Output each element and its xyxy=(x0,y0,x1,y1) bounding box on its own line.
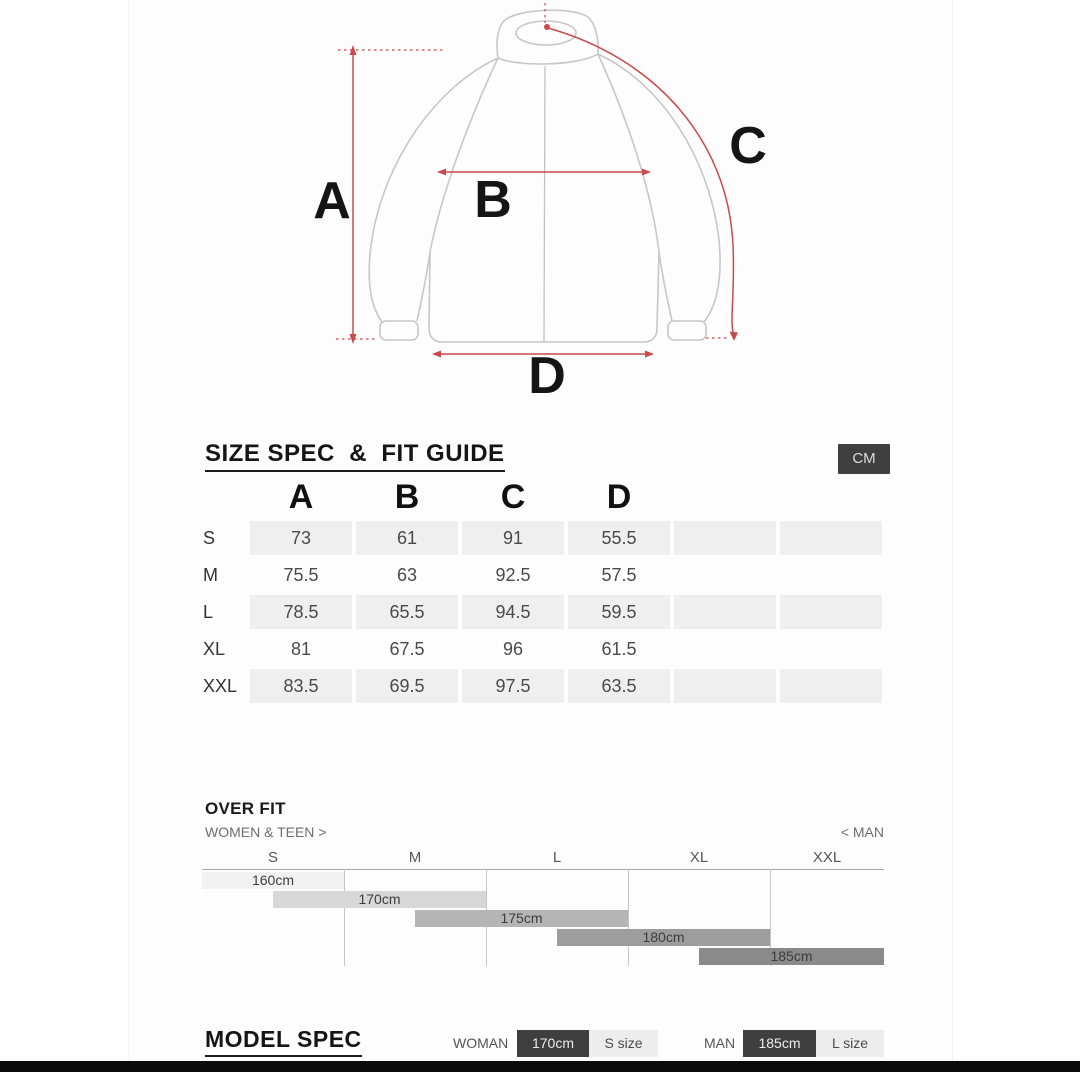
cell-value: 69.5 xyxy=(356,669,458,703)
cell-value: 83.5 xyxy=(250,669,352,703)
over-fit-man-label: < MAN xyxy=(840,824,884,840)
cell-empty xyxy=(674,595,776,629)
over-fit-title: OVER FIT xyxy=(205,799,286,818)
collar-outer xyxy=(497,10,598,58)
measurement-lines xyxy=(336,3,733,354)
cell-value: 91 xyxy=(462,521,564,555)
arrow-b-right xyxy=(642,169,651,176)
cell-empty xyxy=(674,521,776,555)
table-row-s xyxy=(0,521,1080,555)
fit-bar-175cm: 175cm xyxy=(415,910,628,927)
cell-empty xyxy=(780,595,882,629)
chart-size-tick: L xyxy=(552,849,562,866)
chart-gridline xyxy=(628,869,629,966)
model-woman-size-badge: S size xyxy=(589,1030,658,1057)
collar-base xyxy=(498,54,598,64)
chart-axis-line xyxy=(202,869,884,870)
cell-value: 96 xyxy=(502,639,524,659)
chart-size-tick: S xyxy=(267,849,278,866)
cell-value: 61.5 xyxy=(601,639,637,659)
left-cuff xyxy=(380,321,418,340)
diagram-label-d: D xyxy=(528,347,566,405)
column-header-c: C xyxy=(500,478,526,516)
cell-value: 94.5 xyxy=(462,595,564,629)
model-spec-title: MODEL SPEC xyxy=(205,1026,362,1057)
fit-bar-170cm: 170cm xyxy=(273,891,486,908)
arrow-d-right xyxy=(645,351,654,358)
measurement-letters xyxy=(313,117,767,405)
bottom-divider-bar xyxy=(0,1061,1080,1072)
arrow-b-left xyxy=(437,169,446,176)
diagram-label-a: A xyxy=(313,172,351,230)
cell-value: 97.5 xyxy=(462,669,564,703)
cell-value: 75.5 xyxy=(283,565,319,585)
size-spec-title: SIZE SPEC & FIT GUIDE xyxy=(205,440,505,472)
table-row-xl xyxy=(0,632,1080,666)
cell-value: 57.5 xyxy=(601,565,637,585)
column-header-d: D xyxy=(606,478,632,516)
right-sleeve-outer xyxy=(598,54,720,322)
cell-value: 81 xyxy=(290,639,312,659)
diagram-label-b: B xyxy=(474,171,512,229)
model-woman-height-badge: 170cm xyxy=(517,1030,589,1057)
right-sleeve-inner xyxy=(659,252,672,321)
cell-empty xyxy=(780,669,882,703)
chart-size-tick: XL xyxy=(689,849,709,866)
fit-bar-180cm: 180cm xyxy=(557,929,770,946)
chart-gridline xyxy=(344,869,345,966)
cell-value: 61 xyxy=(356,521,458,555)
cell-value: 67.5 xyxy=(389,639,425,659)
row-size-label: S xyxy=(203,528,216,548)
cell-empty xyxy=(780,521,882,555)
chart-size-tick: XXL xyxy=(812,849,842,866)
left-sleeve-inner xyxy=(417,252,430,321)
fit-bar-160cm: 160cm xyxy=(202,872,344,889)
cell-value: 92.5 xyxy=(495,565,531,585)
table-row-l xyxy=(0,595,1080,629)
cell-value: 59.5 xyxy=(568,595,670,629)
arrow-c-bottom xyxy=(730,332,739,342)
cell-value: 63 xyxy=(396,565,418,585)
center-front-line xyxy=(544,66,545,342)
table-header-row xyxy=(0,478,1080,514)
right-cuff xyxy=(668,321,706,340)
model-man-label: MAN xyxy=(704,1035,736,1051)
arrow-d-left xyxy=(432,351,441,358)
row-size-label: M xyxy=(203,565,218,585)
table-row-xxl xyxy=(0,669,1080,703)
fit-range-chart xyxy=(202,848,884,970)
fit-bar-185cm: 185cm xyxy=(699,948,884,965)
table-row-m xyxy=(0,558,1080,592)
cell-value: 55.5 xyxy=(568,521,670,555)
cell-value: 63.5 xyxy=(568,669,670,703)
row-size-label: XXL xyxy=(203,676,238,696)
unit-toggle-cm-button[interactable]: CM xyxy=(838,444,890,474)
row-size-label: XL xyxy=(203,639,226,659)
column-header-a: A xyxy=(288,478,314,516)
cell-value: 78.5 xyxy=(250,595,352,629)
column-header-b: B xyxy=(394,478,420,516)
chart-size-tick: M xyxy=(408,849,422,866)
jacket-measurement-diagram xyxy=(0,0,1080,430)
row-size-label: L xyxy=(203,602,214,622)
model-man-size-badge: L size xyxy=(816,1030,884,1057)
collar-anchor-dot xyxy=(544,24,550,30)
right-raglan-seam xyxy=(598,54,659,252)
cell-value: 73 xyxy=(250,521,352,555)
cell-empty xyxy=(674,669,776,703)
over-fit-women-label: WOMEN & TEEN > xyxy=(205,824,327,840)
model-woman-label: WOMAN xyxy=(453,1035,509,1051)
model-man-height-badge: 185cm xyxy=(743,1030,816,1057)
diagram-label-c: C xyxy=(729,117,767,175)
cell-value: 65.5 xyxy=(356,595,458,629)
